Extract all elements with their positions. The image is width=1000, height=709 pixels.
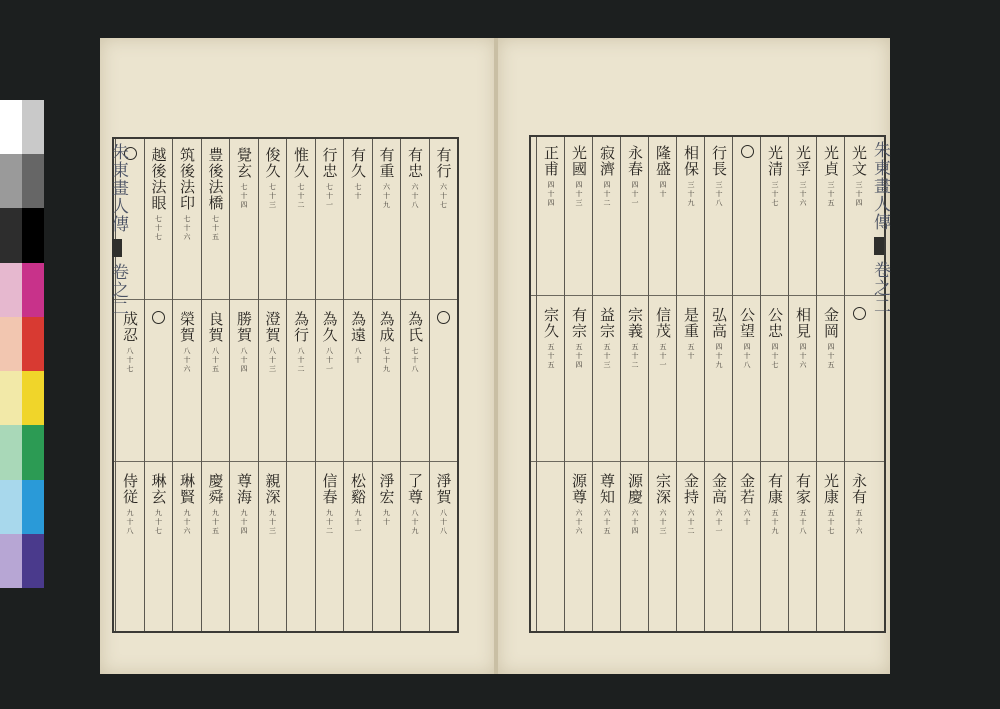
entry-number: 三十四 — [855, 181, 863, 208]
name-entry — [259, 473, 287, 536]
name-entry — [316, 147, 344, 210]
entry-number: 四十四 — [547, 181, 555, 208]
column-rule — [258, 139, 259, 631]
name-entry — [621, 473, 649, 536]
name-entry — [287, 147, 315, 210]
person-name: 公望 — [738, 307, 756, 339]
name-entry — [621, 145, 649, 208]
person-name: 弘高 — [710, 307, 728, 339]
name-entry — [145, 147, 173, 242]
entry-number: 九十一 — [354, 509, 362, 536]
entry-number: 三十七 — [771, 181, 779, 208]
name-entry — [430, 311, 458, 324]
person-name: 有宗 — [570, 307, 588, 339]
name-entry — [817, 473, 845, 536]
color-swatch — [0, 100, 22, 154]
name-entry — [230, 311, 258, 374]
person-name: 金岡 — [822, 307, 840, 339]
name-entry — [145, 311, 173, 324]
entry-number: 四十五 — [827, 343, 835, 370]
name-entry — [259, 311, 287, 374]
name-entry — [733, 473, 761, 527]
entry-number: 五十七 — [827, 509, 835, 536]
entry-number: 七十八 — [411, 347, 419, 374]
color-swatch — [0, 371, 22, 425]
entry-number: 六十八 — [411, 183, 419, 210]
person-name: 勝賀 — [235, 311, 253, 343]
column-rule — [844, 137, 845, 631]
entry-number: 三十六 — [799, 181, 807, 208]
column-rule — [372, 139, 373, 631]
name-entry — [593, 473, 621, 536]
name-entry — [733, 145, 761, 158]
name-entry — [817, 307, 845, 370]
name-entry — [761, 307, 789, 370]
name-entry — [593, 145, 621, 208]
entry-number: 八十二 — [297, 347, 305, 374]
name-entry — [649, 473, 677, 536]
name-entry — [565, 145, 593, 208]
person-name: 了尊 — [406, 473, 424, 505]
person-name: 有家 — [794, 473, 812, 505]
spine-fishtail-mark — [112, 239, 122, 257]
person-name: 正甫 — [542, 145, 560, 177]
circle-mark-icon — [437, 311, 450, 324]
column-rule — [676, 137, 677, 631]
entry-number: 八十一 — [325, 347, 334, 374]
entry-number: 五十九 — [771, 509, 779, 536]
person-name: 覺玄 — [235, 147, 253, 179]
name-entry — [677, 473, 705, 536]
column-rule — [788, 137, 789, 631]
person-name: 尊知 — [598, 473, 616, 505]
name-entry — [789, 307, 817, 370]
person-name: 豊後法橋 — [206, 147, 225, 211]
person-name: 是重 — [682, 307, 700, 339]
name-entry — [761, 145, 789, 208]
person-name: 永有 — [850, 473, 868, 505]
person-name: 為久 — [320, 311, 339, 343]
entry-number: 七十六 — [183, 215, 191, 242]
color-swatch — [22, 425, 44, 479]
person-name: 良賀 — [206, 311, 225, 343]
column-rule — [732, 137, 733, 631]
entry-number: 三十五 — [827, 181, 835, 208]
color-swatch — [22, 100, 44, 154]
person-name: 有久 — [349, 147, 367, 179]
person-name: 淨宏 — [377, 473, 396, 505]
entry-number: 八十八 — [439, 509, 448, 536]
name-entry — [373, 473, 401, 527]
name-entry — [373, 147, 401, 210]
name-entry — [202, 311, 230, 374]
entry-number: 六十六 — [575, 509, 583, 536]
person-name: 為氏 — [406, 311, 424, 343]
entry-number: 三十八 — [715, 181, 723, 208]
person-name: 益宗 — [598, 307, 616, 339]
color-swatch — [22, 371, 44, 425]
column-rule — [592, 137, 593, 631]
entry-number: 六十七 — [439, 183, 448, 210]
name-entry — [649, 307, 677, 370]
person-name: 惟久 — [292, 147, 310, 179]
entry-number: 七十 — [354, 183, 362, 201]
entry-number: 九十 — [382, 509, 391, 527]
entry-number: 七十七 — [154, 215, 163, 242]
name-entry — [593, 307, 621, 370]
entry-number: 八十七 — [126, 347, 134, 374]
entry-number: 四十 — [659, 181, 667, 199]
name-entry — [173, 311, 201, 374]
column-rule — [429, 139, 430, 631]
entry-number: 六十四 — [631, 509, 639, 536]
person-name: 宗深 — [654, 473, 672, 505]
person-name: 信春 — [320, 473, 339, 505]
entry-number: 五十 — [687, 343, 695, 361]
person-name: 宗義 — [626, 307, 644, 339]
color-swatch — [0, 534, 22, 588]
column-rule — [704, 137, 705, 631]
entry-number: 五十一 — [659, 343, 667, 370]
person-name: 光文 — [850, 145, 868, 177]
person-name: 行忠 — [320, 147, 339, 179]
circle-mark-icon — [152, 311, 165, 324]
name-entry — [565, 307, 593, 370]
name-entry — [789, 145, 817, 208]
person-name: 金高 — [710, 473, 728, 505]
person-name: 成忍 — [121, 311, 139, 343]
name-entry — [705, 145, 733, 208]
entry-number: 四十八 — [743, 343, 751, 370]
name-entry — [761, 473, 789, 536]
person-name: 為行 — [292, 311, 310, 343]
person-name: 松谿 — [349, 473, 367, 505]
spine-title: 朱東畫人傳 — [870, 141, 890, 231]
person-name: 光貞 — [822, 145, 840, 177]
color-swatch — [0, 154, 22, 208]
name-entry — [316, 473, 344, 536]
person-name: 有康 — [766, 473, 784, 505]
name-entry — [789, 473, 817, 536]
left-page — [100, 38, 496, 674]
entry-number: 九十八 — [126, 509, 134, 536]
person-name: 有行 — [434, 147, 453, 179]
entry-number: 七十四 — [240, 183, 248, 210]
entry-number: 九十七 — [154, 509, 163, 536]
color-swatch — [22, 317, 44, 371]
entry-number: 七十九 — [382, 347, 391, 374]
person-name: 侍従 — [121, 473, 139, 505]
entry-number: 三十九 — [687, 181, 695, 208]
name-entry — [173, 473, 201, 536]
entry-number: 八十 — [354, 347, 362, 365]
person-name: 親深 — [263, 473, 282, 505]
person-name: 澄賀 — [263, 311, 282, 343]
column-rule — [760, 137, 761, 631]
right-table-frame — [529, 135, 890, 633]
name-entry — [565, 473, 593, 536]
column-rule — [564, 137, 565, 631]
entry-number: 六十一 — [715, 509, 723, 536]
name-entry — [173, 147, 201, 242]
name-entry — [145, 473, 173, 536]
column-rule — [400, 139, 401, 631]
name-entry — [202, 147, 230, 242]
color-swatch — [22, 480, 44, 534]
person-name: 為遠 — [349, 311, 367, 343]
person-name: 寂濟 — [598, 145, 616, 177]
name-entry — [430, 473, 458, 536]
band-divider — [531, 295, 884, 296]
entry-number: 四十七 — [771, 343, 779, 370]
spine-fishtail-mark — [874, 237, 884, 255]
name-entry — [845, 473, 873, 536]
person-name: 源慶 — [626, 473, 644, 505]
color-calibration-strip — [0, 100, 44, 588]
entry-number: 五十八 — [799, 509, 807, 536]
entry-number: 八十四 — [240, 347, 248, 374]
name-entry — [621, 307, 649, 370]
color-swatch — [0, 425, 22, 479]
column-rule — [536, 137, 537, 631]
color-swatch — [0, 263, 22, 317]
circle-mark-icon — [853, 307, 866, 320]
entry-number: 八十九 — [411, 509, 419, 536]
name-entry — [537, 307, 565, 370]
entry-number: 六十九 — [382, 183, 391, 210]
color-swatch — [0, 317, 22, 371]
person-name: 淨賀 — [434, 473, 453, 505]
column-rule — [286, 139, 287, 631]
person-name: 越後法眼 — [149, 147, 168, 211]
person-name: 有忠 — [406, 147, 424, 179]
name-entry — [430, 147, 458, 210]
name-entry — [677, 145, 705, 208]
person-name: 隆盛 — [654, 145, 672, 177]
person-name: 行長 — [710, 145, 728, 177]
entry-number: 八十五 — [211, 347, 220, 374]
person-name: 筑後法印 — [178, 147, 196, 211]
name-entry — [401, 311, 429, 374]
name-entry — [316, 311, 344, 374]
name-entry — [705, 307, 733, 370]
column-rule — [343, 139, 344, 631]
person-name: 永春 — [626, 145, 644, 177]
person-name: 相保 — [682, 145, 700, 177]
name-entry — [373, 311, 401, 374]
entry-number: 四十一 — [631, 181, 639, 208]
person-name: 俊久 — [263, 147, 282, 179]
spine-volume: 卷之二 — [870, 261, 890, 315]
name-entry — [230, 473, 258, 536]
name-entry — [733, 307, 761, 370]
name-entry — [537, 473, 565, 477]
name-entry — [401, 147, 429, 210]
left-table-frame — [108, 137, 459, 633]
column-rule — [816, 137, 817, 631]
name-entry — [344, 311, 372, 365]
entry-number: 五十四 — [575, 343, 583, 370]
name-entry — [649, 145, 677, 199]
circle-mark-icon — [741, 145, 754, 158]
entry-number: 四十二 — [603, 181, 611, 208]
entry-number: 七十五 — [211, 215, 220, 242]
entry-number: 五十二 — [631, 343, 639, 370]
entry-number: 八十六 — [183, 347, 191, 374]
person-name: 金若 — [738, 473, 756, 505]
person-name: 琳賢 — [178, 473, 196, 505]
person-name: 為成 — [377, 311, 396, 343]
name-entry — [401, 473, 429, 536]
person-name: 光清 — [766, 145, 784, 177]
entry-number: 八十三 — [268, 347, 277, 374]
person-name: 榮賀 — [178, 311, 196, 343]
entry-number: 六十二 — [687, 509, 695, 536]
name-entry — [116, 473, 144, 536]
person-name: 琳玄 — [149, 473, 168, 505]
person-name: 宗久 — [542, 307, 560, 339]
person-name: 有重 — [377, 147, 396, 179]
spine-title: 朱東畫人傳 — [108, 143, 128, 233]
band-divider — [531, 461, 884, 462]
name-entry — [537, 145, 565, 208]
entry-number: 六十三 — [659, 509, 667, 536]
color-swatch — [22, 154, 44, 208]
entry-number: 九十六 — [183, 509, 191, 536]
name-entry — [287, 311, 315, 374]
entry-number: 七十一 — [325, 183, 334, 210]
name-entry — [344, 147, 372, 201]
person-name: 金持 — [682, 473, 700, 505]
color-swatch — [0, 480, 22, 534]
name-entry — [677, 307, 705, 361]
name-entry — [287, 473, 315, 477]
entry-number: 六十五 — [603, 509, 611, 536]
entry-number: 九十五 — [211, 509, 220, 536]
person-name: 公忠 — [766, 307, 784, 339]
entry-number: 四十六 — [799, 343, 807, 370]
entry-number: 九十三 — [268, 509, 277, 536]
color-swatch — [0, 208, 22, 262]
entry-number: 五十五 — [547, 343, 555, 370]
name-entry — [202, 473, 230, 536]
spine-volume: 卷之二 — [108, 263, 128, 317]
entry-number: 七十三 — [268, 183, 277, 210]
person-name: 光國 — [570, 145, 588, 177]
name-entry — [705, 473, 733, 536]
person-name: 光孚 — [794, 145, 812, 177]
person-name: 源尊 — [570, 473, 588, 505]
right-page — [498, 38, 890, 674]
person-name: 信茂 — [654, 307, 672, 339]
column-rule — [315, 139, 316, 631]
column-rule — [620, 137, 621, 631]
color-swatch — [22, 208, 44, 262]
name-entry — [230, 147, 258, 210]
person-name: 相見 — [794, 307, 812, 339]
entry-number: 九十四 — [240, 509, 248, 536]
entry-number: 六十 — [743, 509, 751, 527]
name-entry — [344, 473, 372, 536]
entry-number: 五十六 — [855, 509, 863, 536]
name-entry — [259, 147, 287, 210]
person-name: 尊海 — [235, 473, 253, 505]
name-entry — [817, 145, 845, 208]
entry-number: 四十九 — [715, 343, 723, 370]
name-entry — [116, 311, 144, 374]
color-swatch — [22, 263, 44, 317]
entry-number: 五十三 — [603, 343, 611, 370]
color-swatch — [22, 534, 44, 588]
person-name: 光康 — [822, 473, 840, 505]
column-rule — [648, 137, 649, 631]
entry-number: 九十二 — [325, 509, 334, 536]
person-name: 慶舜 — [206, 473, 225, 505]
entry-number: 四十三 — [575, 181, 583, 208]
entry-number: 七十二 — [297, 183, 305, 210]
